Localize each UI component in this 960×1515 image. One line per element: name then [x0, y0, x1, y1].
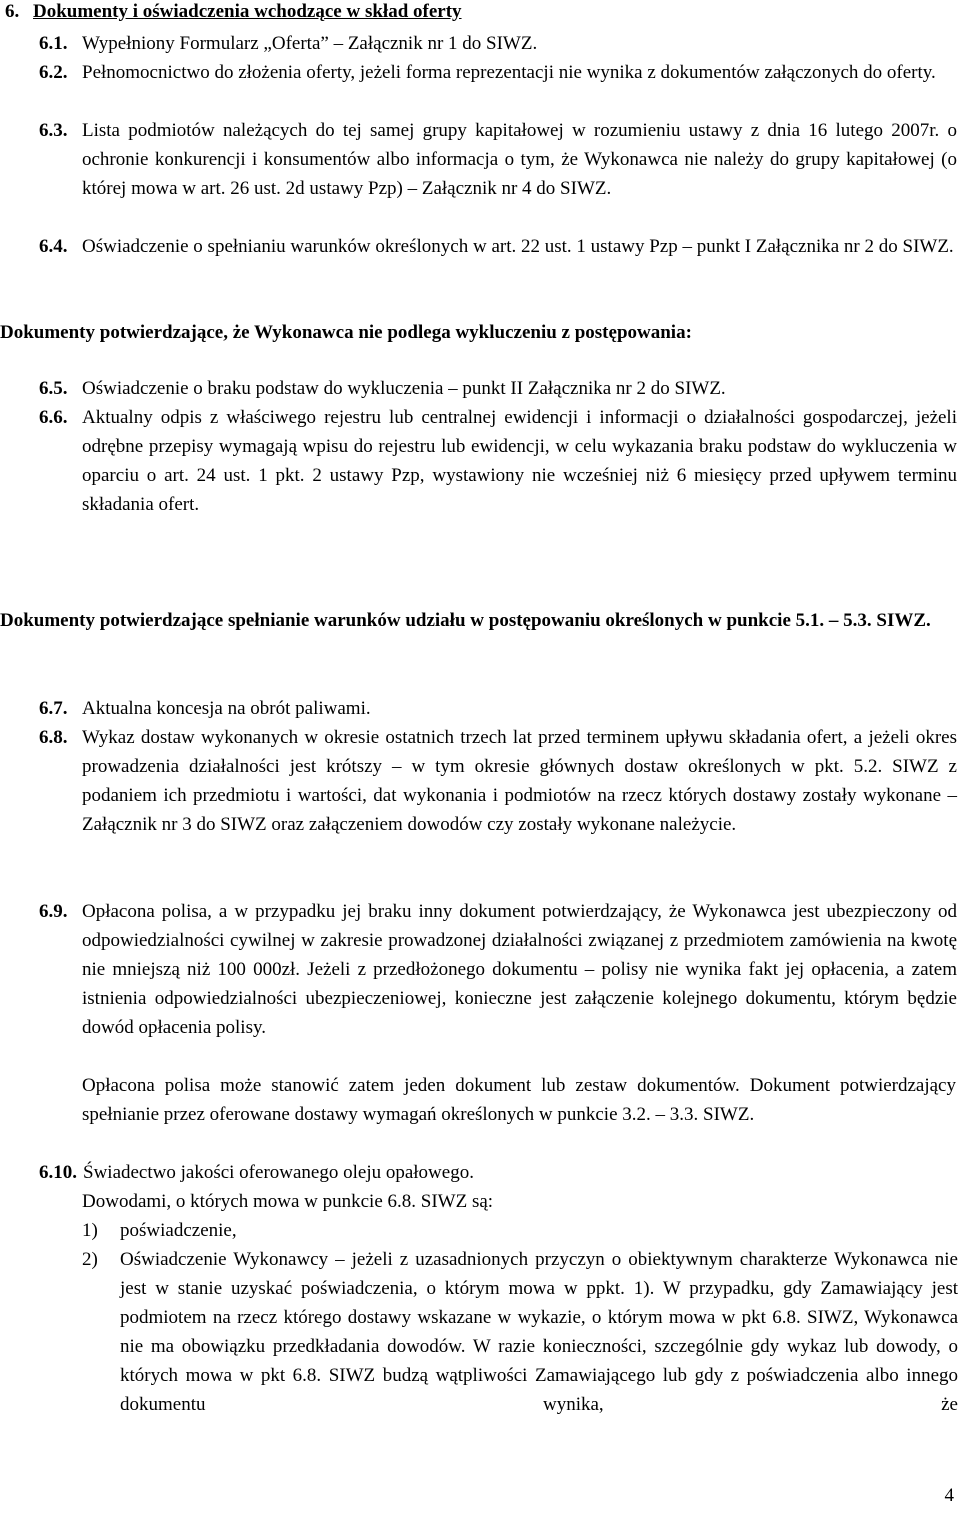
- item-6-5: [39, 374, 957, 403]
- list-number: 2): [82, 1249, 98, 1270]
- item-6-10: [39, 1158, 957, 1187]
- item-text: Aktualna koncesja na obrót paliwami.: [82, 698, 371, 719]
- item-text: Wypełniony Formularz „Oferta” – Załącznik nr 1 do SIWZ.: [82, 33, 538, 54]
- section-title-text: Dokumenty i oświadczenia wchodzące w skład oferty: [33, 1, 462, 22]
- item-6-1: [39, 29, 957, 58]
- item-6-3: [39, 116, 957, 203]
- item-number: 6.6.: [39, 407, 68, 428]
- list-text: Oświadczenie Wykonawcy – jeżeli z uzasadnionych przyczyn o obiektywnym charakterze Wykonawca nie jest w stanie uzyskać poświadczenia, o którym mowa w ppkt. 1). W przypadku, gdy Zamawiający jest podmiotem na rzecz którego dostawy wskazane w wykazie, o którym mowa w pkt 6.8. SIWZ, Wykonawca nie ma obowiązku przedkładania dowodów. W razie konieczności, szczególnie gdy wykaz lub dowody, o których mowa w pkt 6.8. SIWZ budzą wątpliwości Zamawiającego lub gdy z poświadczenia albo innego dokumentu wynika, że: [120, 1249, 958, 1415]
- item-6-2: [39, 58, 957, 87]
- item-number: 6.2.: [39, 62, 68, 83]
- item-number: 6.5.: [39, 378, 68, 399]
- item-text: Świadectwo jakości oferowanego oleju opałowego.: [83, 1162, 474, 1183]
- item-number: 6.7.: [39, 698, 68, 719]
- item-text: Oświadczenie o braku podstaw do wykluczenia – punkt II Załącznika nr 2 do SIWZ.: [82, 378, 726, 399]
- item-number: 6.1.: [39, 33, 68, 54]
- item-text: Aktualny odpis z właściwego rejestru lub centralnej ewidencji i informacji o działalności gospodarczej, jeżeli odrębne przepisy wymagają wpisu do rejestru lub ewidencji, w celu wykazania braku podstaw do wykluczenia w oparciu o art. 24 ust. 1 pkt. 2 ustawy Pzp, wystawiony nie wcześniej niż 6 miesięcy przed upływem terminu składania ofert.: [82, 407, 957, 515]
- section-title: [5, 0, 462, 26]
- item-6-8: [39, 723, 957, 839]
- item-number: 6.9.: [39, 901, 68, 922]
- item-text: Opłacona polisa, a w przypadku jej braku inny dokument potwierdzający, że Wykonawca jest ubezpieczony od odpowiedzialności cywilnej w zakresie prowadzonej działalności związanej z przedmiotem zamówienia na kwotę nie mniejszą niż 100 000zł. Jeżeli z przedłożonego dokumentu – polisy nie wynika fakt jej opłacenia, a zatem istnienia odpowiedzialności ubezpieczeniowej, konieczne jest załączenie kolejnego dokumentu, którym będzie dowód opłacenia polisy.: [82, 901, 957, 1038]
- page-number: 4: [944, 1485, 954, 1506]
- item-text: Wykaz dostaw wykonanych w okresie ostatnich trzech lat przed terminem upływu składania ofert, a jeżeli okres prowadzenia działalności jest krótszy – w tym okresie głównych dostaw określonych w pkt. 5.2. SIWZ z podaniem ich przedmiotu i wartości, dat wykonania i podmiotów na rzecz których dostawy zostały wykonane – Załącznik nr 3 do SIWZ oraz załączeniem dowodów czy zostały wykonane należycie.: [82, 727, 957, 835]
- item-6-6: [39, 403, 957, 519]
- item-6-9: [39, 897, 957, 1042]
- item-6-7: [39, 694, 957, 723]
- item-text: Lista podmiotów należących do tej samej grupy kapitałowej w rozumieniu ustawy z dnia 16 lutego 2007r. o ochronie konkurencji i konsumentów albo informacja o tym, że Wykonawca nie należy do grupy kapitałowej (o której mowa w art. 26 ust. 2d ustawy Pzp) – Załącznik nr 4 do SIWZ.: [82, 120, 957, 199]
- item-number: 6.10.: [39, 1162, 77, 1183]
- list-item-2: [82, 1245, 958, 1419]
- section-number: 6.: [5, 1, 20, 22]
- item-6-4: [39, 232, 957, 261]
- item-text: Pełnomocnictwo do złożenia oferty, jeżeli forma reprezentacji nie wynika z dokumentów załączonych do oferty.: [82, 62, 936, 83]
- item-text: Oświadczenie o spełnianiu warunków określonych w art. 22 ust. 1 ustawy Pzp – punkt I Załącznika nr 2 do SIWZ.: [82, 236, 954, 257]
- list-item-1: [82, 1216, 958, 1245]
- item-number: 6.8.: [39, 727, 68, 748]
- heading-exclusion: Dokumenty potwierdzające, że Wykonawca nie podlega wykluczeniu z postępowania:: [0, 322, 692, 343]
- heading-conditions: Dokumenty potwierdzające spełnianie warunków udziału w postępowaniu określonych w punkcie 5.1. – 5.3. SIWZ.: [0, 610, 931, 631]
- dowody-intro: Dowodami, o których mowa w punkcie 6.8. SIWZ są:: [82, 1191, 494, 1212]
- polisa-note: Opłacona polisa może stanowić zatem jeden dokument lub zestaw dokumentów. Dokument potwierdzający spełnianie przez oferowane dostawy wymagań określonych w punkcie 3.2. – 3.3. SIWZ.: [82, 1075, 956, 1125]
- list-text: poświadczenie,: [120, 1220, 237, 1241]
- item-number: 6.4.: [39, 236, 68, 257]
- item-number: 6.3.: [39, 120, 68, 141]
- list-number: 1): [82, 1220, 98, 1241]
